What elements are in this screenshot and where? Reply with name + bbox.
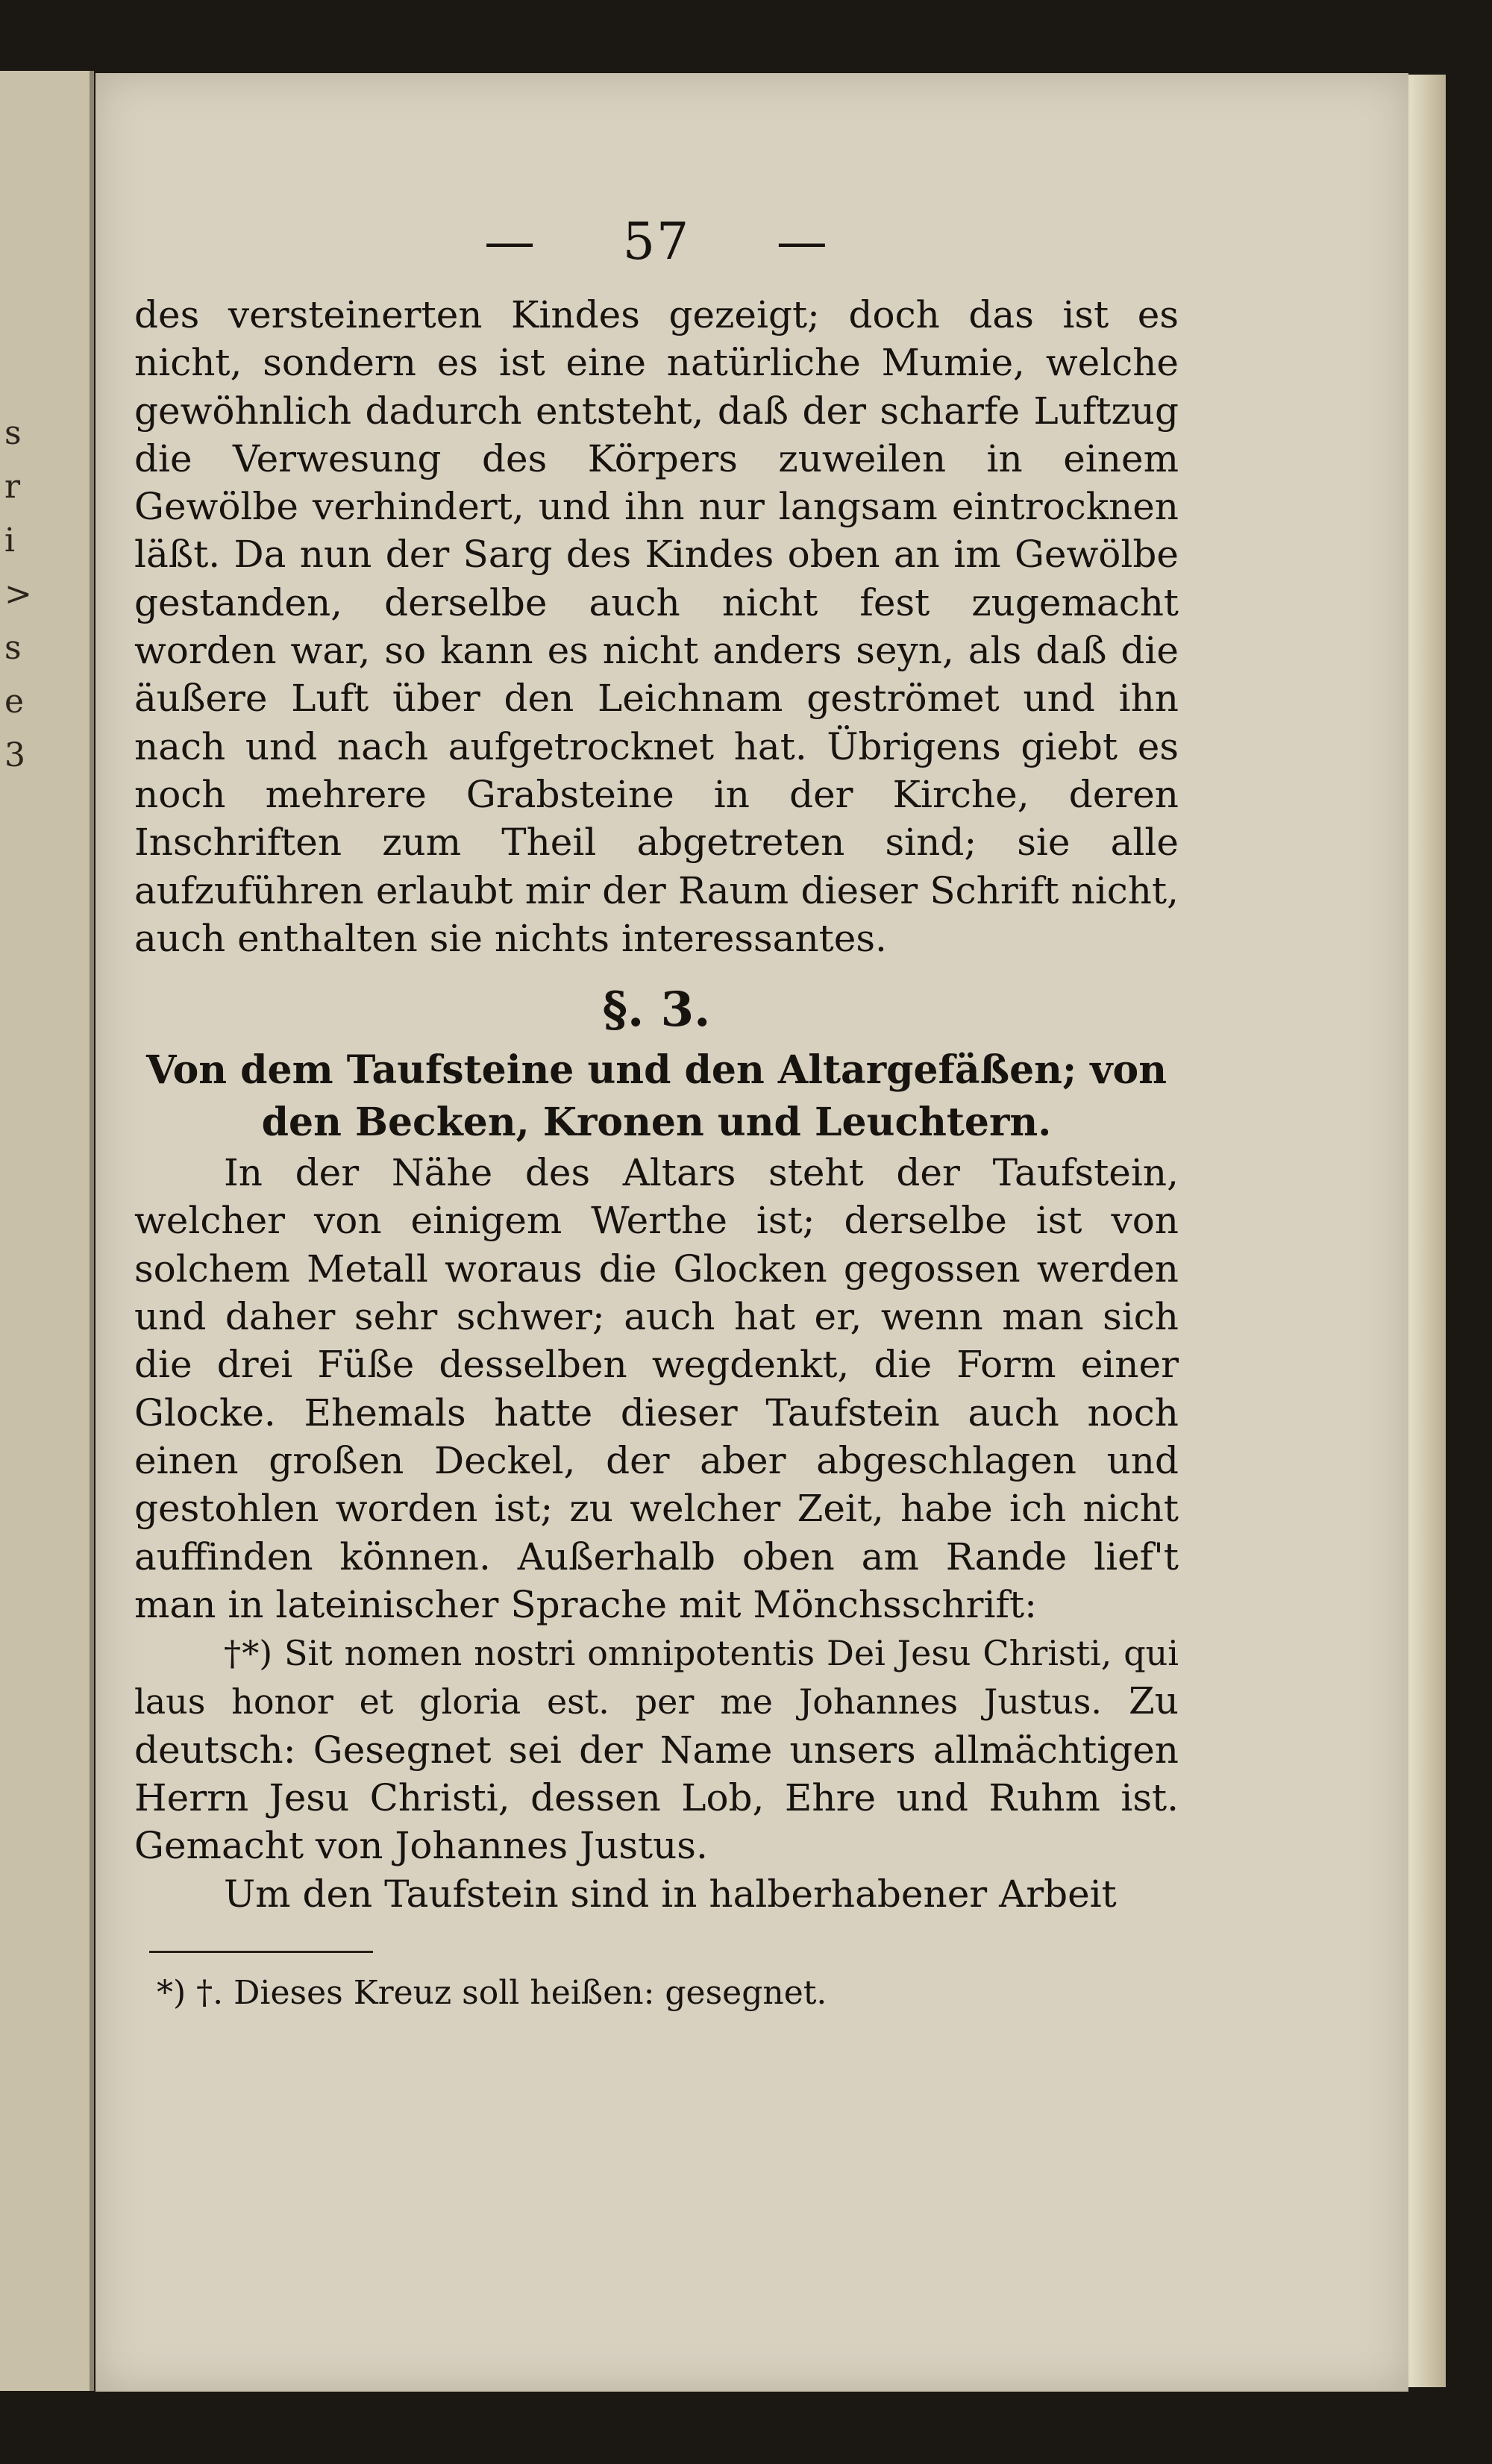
fragment: e (4, 683, 25, 721)
header-dash-left: — (484, 213, 537, 272)
fragment: s (4, 414, 22, 452)
page-number: 57 (622, 213, 691, 272)
facing-page-fragments (4, 407, 32, 783)
running-header (134, 209, 1179, 291)
paragraph-font: In der Nähe des Altars steht der Taufstein, welcher von einigem Werthe ist; derselbe ist von solchem Metall woraus die Glocken gegossen werden und daher sehr schwer; auch hat er, wenn man sich die drei Füße desselben wegdenkt, die Form einer Glocke. Ehemals hatte dieser Taufstein auch noch einen großen Deckel, der aber abgeschlagen und gestohlen worden ist; zu welcher Zeit, habe ich nicht auffinden können. Außerhalb oben am Rande lief't man in lateinischer Sprache mit Mönchsschrift: (134, 1151, 1179, 1626)
paragraph-relief: Um den Taufstein sind in halberhabener Arbeit (224, 1872, 1117, 1916)
facing-page-edge (0, 71, 94, 2391)
header-dash-right: — (776, 213, 829, 272)
fragment: i (4, 521, 16, 559)
paragraph-inscription (134, 1628, 1179, 1869)
fragment: s (4, 629, 22, 667)
latin-inscription: †*) Sit nomen nostri omnipotentis Dei Jesu Christi, qui laus honor et gloria est. per me Johannes Justus. (134, 1633, 1179, 1722)
fragment: 3 (4, 736, 25, 774)
section-number: §. 3. (602, 982, 711, 1038)
page-content (134, 209, 1179, 2016)
fragment: > (4, 575, 32, 613)
footnote: *) †. Dieses Kreuz soll heißen: gesegnet. (157, 1973, 827, 2012)
section-title-line-1: Von dem Taufsteine und den Altargefäßen; von (146, 1047, 1167, 1094)
footnote-rule (149, 1951, 373, 1953)
paragraph-mummy: des versteinerten Kindes gezeigt; doch das ist es nicht, sondern es ist eine natürliche Mumie, welche gewöhnlich dadurch entsteht, daß der scharfe Luftzug die Verwesung des Körpers zuweilen in einem Gewölbe verhindert, und ihn nur langsam eintrocknen läßt. Da nun der Sarg des Kindes oben an im Gewölbe gestanden, derselbe auch nicht fest zugemacht worden war, so kann es nicht anders seyn, als daß die äußere Luft über den Leichnam geströmet und ihn nach und nach aufgetrocknet hat. Übrigens giebt es noch mehrere Grabsteine in der Kirche, deren Inschriften zum Theil abgetreten sind; sie alle aufzuführen erlaubt mir der Raum dieser Schrift nicht, auch enthalten sie nichts interessantes. (134, 293, 1179, 960)
section-title-line-2: den Becken, Kronen und Leuchtern. (261, 1100, 1052, 1146)
german-translation: Zu deutsch: Gesegnet sei der Name unsers allmächtigen Herrn Jesu Christi, dessen Lob, Ehre und Ruhm ist. Gemacht von Johannes Justus. (134, 1679, 1179, 1868)
fragment: r (4, 468, 21, 506)
